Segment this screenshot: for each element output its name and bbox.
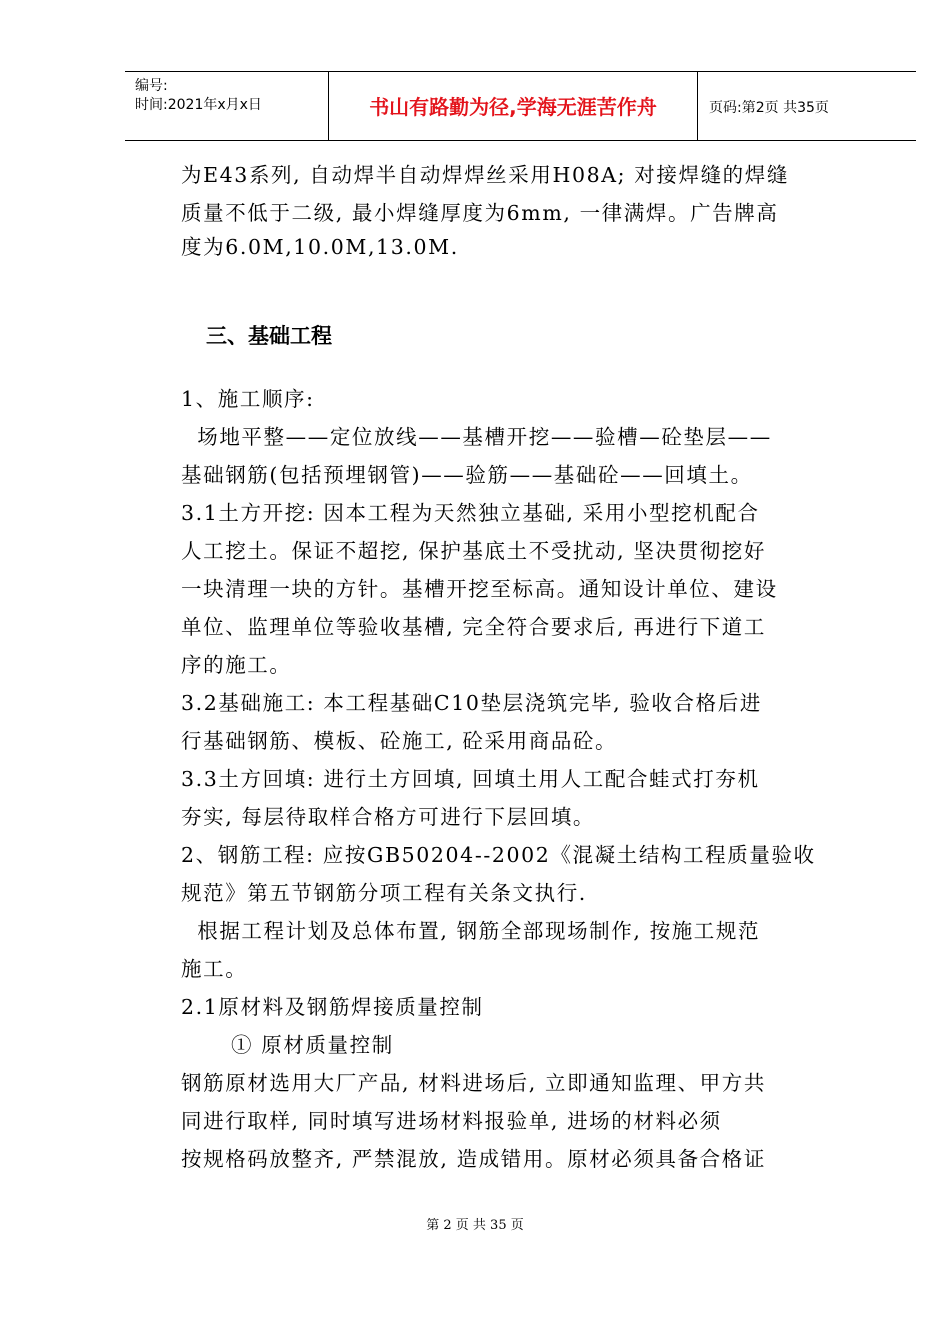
body-line-7: 3.1土方开挖: 因本工程为天然独立基础, 采用小型挖机配合 — [181, 501, 760, 525]
header-top-rule — [125, 71, 916, 72]
body-line-8: 人工挖土。保证不超挖, 保护基底土不受扰动, 坚决贯彻挖好 — [181, 539, 766, 563]
header-divider-2 — [697, 71, 698, 141]
header-motto: 书山有路勤为径,学海无涯苦作舟 — [369, 95, 657, 119]
body-line-19: 施工。 — [181, 957, 248, 981]
body-line-23: 同进行取样, 同时填写进场材料报验单, 进场的材料必须 — [181, 1109, 722, 1133]
body-line-24: 按规格码放整齐, 严禁混放, 造成错用。原材必须具备合格证 — [181, 1147, 766, 1171]
body-line-1: 为E43系列, 自动焊半自动焊焊丝采用H08A; 对接焊缝的焊缝 — [181, 163, 789, 187]
body-line-15: 夯实, 每层待取样合格方可进行下层回填。 — [181, 805, 596, 829]
body-line-6: 基础钢筋(包括预埋钢管)——验筋——基础砼——回填土。 — [181, 463, 753, 487]
body-line-5: 场地平整——定位放线——基槽开挖——验槽—砼垫层—— — [181, 425, 772, 449]
body-line-17: 规范》第五节钢筋分项工程有关条文执行. — [181, 881, 587, 905]
body-line-10: 单位、监理单位等验收基槽, 完全符合要求后, 再进行下道工 — [181, 615, 766, 639]
body-line-16: 2、钢筋工程: 应按GB50204--2002《混凝土结构工程质量验收 — [181, 843, 816, 867]
header-time-label: 时间:2021年x月x日 — [135, 97, 262, 113]
page-header — [125, 71, 916, 141]
body-line-2: 质量不低于二级, 最小焊缝厚度为6mm, 一律满焊。广告牌高 — [181, 201, 779, 225]
body-line-4: 1、施工顺序: — [181, 387, 315, 411]
header-number-label: 编号: — [135, 78, 168, 94]
body-line-18: 根据工程计划及总体布置, 钢筋全部现场制作, 按施工规范 — [181, 919, 761, 943]
body-line-21: ① 原材质量控制 — [231, 1033, 394, 1057]
body-line-14: 3.3土方回填: 进行土方回填, 回填土用人工配合蛙式打夯机 — [181, 767, 760, 791]
body-line-22: 钢筋原材选用大厂产品, 材料进场后, 立即通知监理、甲方共 — [181, 1071, 766, 1095]
section-heading: 三、基础工程 — [206, 324, 332, 348]
body-line-9: 一块清理一块的方针。基槽开挖至标高。通知设计单位、建设 — [181, 577, 778, 601]
header-bottom-rule — [125, 140, 916, 141]
header-meta — [135, 77, 262, 115]
body-line-3: 度为6.0M,10.0M,13.0M. — [181, 235, 459, 259]
body-line-20: 2.1原材料及钢筋焊接质量控制 — [181, 995, 484, 1019]
body-line-13: 行基础钢筋、模板、砼施工, 砼采用商品砼。 — [181, 729, 618, 753]
page-footer: 第 2 页 共 35 页 — [426, 1218, 524, 1233]
body-line-12: 3.2基础施工: 本工程基础C10垫层浇筑完毕, 验收合格后进 — [181, 691, 762, 715]
body-line-11: 序的施工。 — [181, 653, 292, 677]
header-page-info: 页码:第2页 共35页 — [709, 100, 829, 116]
